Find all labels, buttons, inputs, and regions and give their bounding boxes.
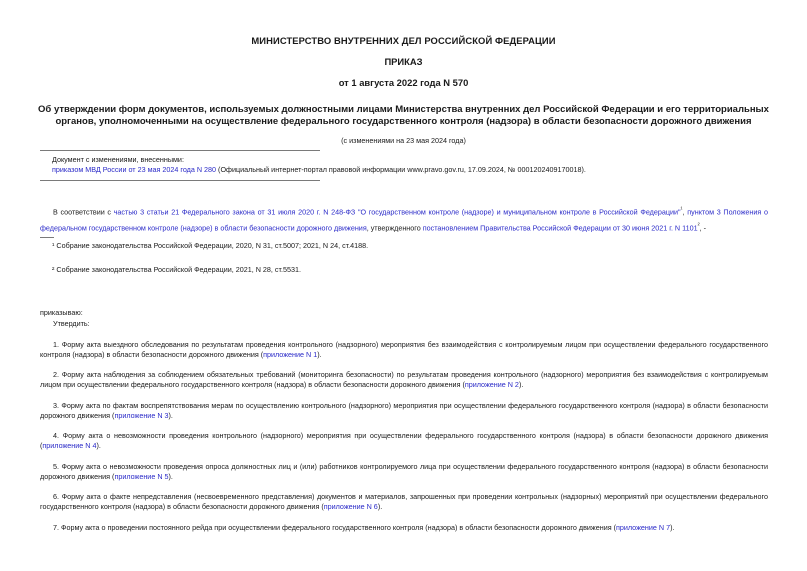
footnote-ref-2: ²: [697, 223, 700, 230]
list-item: 6. Форму акта о факте непредставления (несвоевременного представления) документов и материалов, запрошенных при проведении контрольных (надзорных) мероприятий при осуществлении федерального государственного контроля (надзора) в области безопасности дорожного движения (приложение N 6).: [40, 492, 768, 511]
preamble-text: , -: [699, 223, 706, 233]
regulation-link[interactable]: пунктом 3 Положения о федеральном государственном контроле (надзоре) в области безопасности дорожного движения: [40, 207, 768, 233]
law-248-link[interactable]: частью 3 статьи 21 Федерального закона от 31 июля 2020 г. N 248-ФЗ "О государственном контроле (надзоре) и муниципальном контроле в Российской Федерации": [113, 207, 681, 217]
doc-type-heading: ПРИКАЗ: [384, 56, 423, 67]
appendix-4-link[interactable]: приложение N 4: [42, 441, 97, 450]
separator-line: [40, 150, 320, 151]
list-item: 7. Форму акта о проведении постоянного рейда при осуществлении федерального государственного контроля (надзора) в области безопасности дорожного движения (приложение N 7).: [53, 523, 675, 532]
amendment-link[interactable]: приказом МВД России от 23 мая 2024 года N 280: [52, 165, 217, 174]
footnote-2: ² Собрание законодательства Российской Федерации, 2021, N 28, ст.5531.: [52, 265, 301, 274]
appendix-2-link[interactable]: приложение N 2: [464, 380, 519, 389]
list-item: 2. Форму акта наблюдения за соблюдением обязательных требований (мониторинга безопасности) по результатам проведения контрольного (надзорного) мероприятия без взаимодействия с контролируемым лицом при осуществлении федерального государственного контроля (надзора) в области безопасности дорожного движения (приложение N 2).: [40, 370, 768, 389]
footnote-ref-1: ¹: [680, 207, 683, 213]
approve-word: Утвердить:: [53, 319, 90, 328]
changes-note: (с изменениями на 23 мая 2024 года): [341, 136, 466, 145]
appendix-3-link[interactable]: приложение N 3: [114, 411, 169, 420]
list-item: 3. Форму акта по фактам воспрепятствования мерам по осуществлению контрольного (надзорного) мероприятия при осуществлении федерального государственного контроля (надзора) в области безопасности дорожного движения (приложение N 3).: [40, 401, 768, 420]
appendix-1-link[interactable]: приложение N 1: [263, 350, 318, 359]
ministry-heading: МИНИСТЕРСТВО ВНУТРЕННИХ ДЕЛ РОССИЙСКОЙ ФЕДЕРАЦИИ: [251, 35, 556, 46]
amendment-source: (Официальный интернет-портал правовой информации www.pravo.gov.ru, 17.09.2024, № 0001202409170018).: [216, 165, 586, 174]
list-item: 1. Форму акта выездного обследования по результатам проведения контрольного (надзорного) мероприятия без взаимодействия с контролируемым лицом при осуществлении федерального государственного контроля (надзора) в области безопасности дорожного движения (приложение N 1).: [40, 340, 768, 359]
footnote-1: ¹ Собрание законодательства Российской Федерации, 2020, N 31, ст.5007; 2021, N 24, ст.4188.: [52, 241, 369, 250]
preamble-text: В соответствии с: [53, 207, 114, 217]
list-item: 5. Форму акта о невозможности проведения опроса должностных лиц и (или) работников контролируемого лица при осуществлении федерального государственного контроля (надзора) в области безопасности дорожного движения (приложение N 5).: [40, 462, 768, 481]
government-decree-link[interactable]: постановлением Правительства Российской Федерации от 30 июня 2021 г. N 1101: [422, 223, 698, 233]
amendments-intro: Документ с изменениями, внесенными:: [52, 155, 184, 164]
order-word: приказываю:: [40, 308, 83, 317]
document-title: Об утверждении форм документов, используемых должностными лицами Министерства внутренних дел Российской Федерации и его территориальных органов, уполномоченными на осуществление федерального государственного контроля (надзора) в области безопасности дорожного движения: [38, 104, 769, 127]
appendix-5-link[interactable]: приложение N 5: [114, 472, 169, 481]
preamble-text: ,: [682, 207, 688, 217]
appendix-7-link[interactable]: приложение N 7: [616, 523, 671, 532]
preamble-paragraph: [40, 203, 768, 236]
amendments-line: [52, 165, 772, 175]
footnote-separator: [40, 237, 54, 238]
date-number-heading: от 1 августа 2022 года N 570: [338, 77, 469, 88]
list-item: 4. Форму акта о невозможности проведения контрольного (надзорного) мероприятия при осуществлении федерального государственного контроля (надзора) в области безопасности дорожного движения (приложение N 4).: [40, 431, 768, 450]
separator-line-2: [40, 180, 320, 181]
appendix-6-link[interactable]: приложение N 6: [323, 502, 378, 511]
preamble-text: , утвержденного: [366, 223, 423, 233]
